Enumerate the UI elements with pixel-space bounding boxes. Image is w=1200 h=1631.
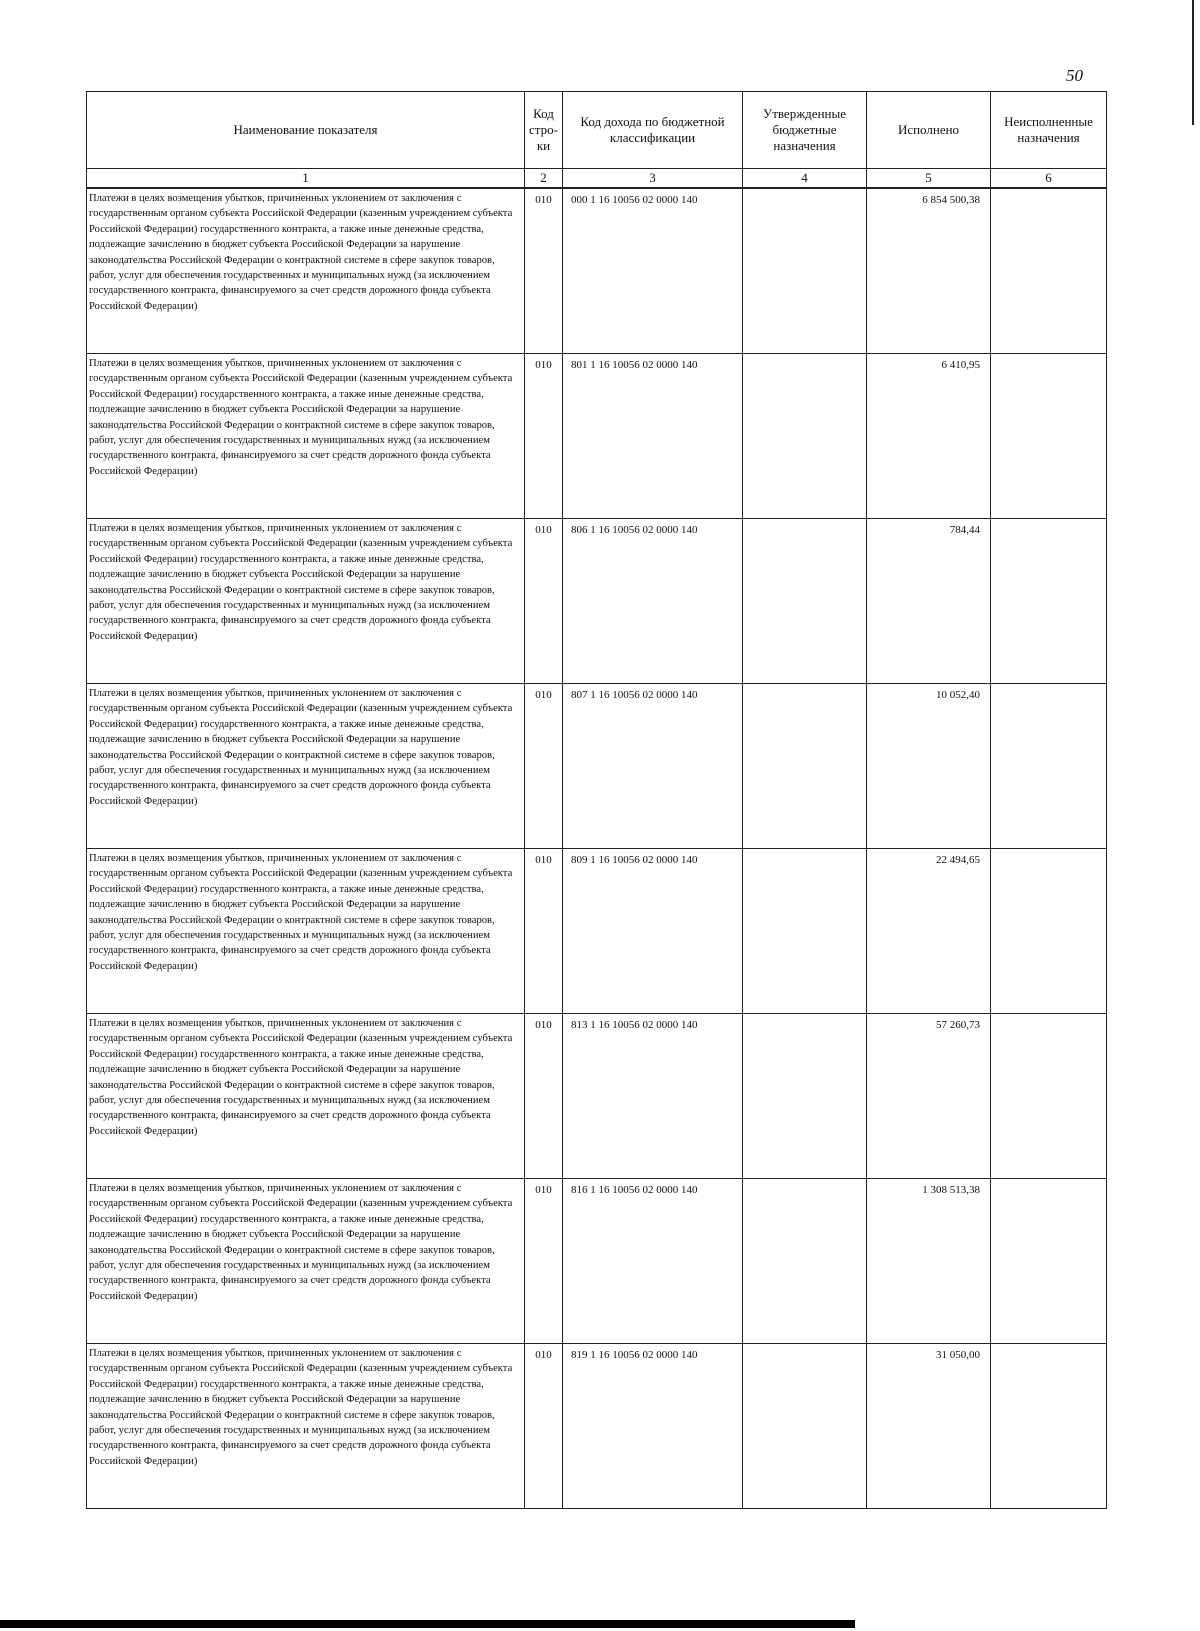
executed-cell: 31 050,00 xyxy=(867,1344,991,1509)
income-code-cell: 809 1 16 10056 02 0000 140 xyxy=(563,849,743,1014)
column-number-row xyxy=(87,169,1107,189)
approved-cell xyxy=(743,354,867,519)
column-number: 6 xyxy=(991,169,1107,189)
header-name: Наименование показателя xyxy=(87,92,525,169)
line-code-cell: 010 xyxy=(525,519,563,684)
approved-cell xyxy=(743,1344,867,1509)
scan-edge-line xyxy=(1192,0,1194,125)
executed-cell: 57 260,73 xyxy=(867,1014,991,1179)
income-code-cell: 806 1 16 10056 02 0000 140 xyxy=(563,519,743,684)
income-code-cell: 807 1 16 10056 02 0000 140 xyxy=(563,684,743,849)
page-number: 50 xyxy=(1066,66,1083,85)
executed-cell: 10 052,40 xyxy=(867,684,991,849)
unexecuted-cell xyxy=(991,1344,1107,1509)
approved-cell xyxy=(743,1014,867,1179)
income-code-cell: 816 1 16 10056 02 0000 140 xyxy=(563,1179,743,1344)
executed-cell: 784,44 xyxy=(867,519,991,684)
executed-cell: 22 494,65 xyxy=(867,849,991,1014)
column-number: 2 xyxy=(525,169,563,189)
header-income-code: Код дохода по бюджетной классификации xyxy=(563,92,743,169)
line-code-cell: 010 xyxy=(525,354,563,519)
approved-cell xyxy=(743,1179,867,1344)
income-code-cell: 000 1 16 10056 02 0000 140 xyxy=(563,188,743,354)
line-code-cell: 010 xyxy=(525,1014,563,1179)
unexecuted-cell xyxy=(991,354,1107,519)
line-code-cell: 010 xyxy=(525,849,563,1014)
executed-cell: 6 854 500,38 xyxy=(867,188,991,354)
table-row xyxy=(87,188,1107,354)
header-unexecuted: Неисполненные назначения xyxy=(991,92,1107,169)
header-line-code: Код стро-ки xyxy=(525,92,563,169)
table-row xyxy=(87,849,1107,1014)
header-executed: Исполнено xyxy=(867,92,991,169)
scan-footer-bar xyxy=(0,1620,855,1628)
column-number: 4 xyxy=(743,169,867,189)
indicator-name-cell: Платежи в целях возмещения убытков, причиненных уклонением от заключения с государственным органом субъекта Российской Федерации (казенным учреждением субъекта Российской Федерации) государственного контракта, а также иные денежные средства, подлежащие зачислению в бюджет субъекта Российской Федерации за нарушение законодательства Российской Федерации о контрактной системе в сфере закупок товаров, работ, услуг для обеспечения государственных и муниципальных нужд (за исключением государственного контракта, финансируемого за счет средств дорожного фонда субъекта Российской Федерации) xyxy=(87,354,525,519)
column-number: 1 xyxy=(87,169,525,189)
indicator-name-cell: Платежи в целях возмещения убытков, причиненных уклонением от заключения с государственным органом субъекта Российской Федерации (казенным учреждением субъекта Российской Федерации) государственного контракта, а также иные денежные средства, подлежащие зачислению в бюджет субъекта Российской Федерации за нарушение законодательства Российской Федерации о контрактной системе в сфере закупок товаров, работ, услуг для обеспечения государственных и муниципальных нужд (за исключением государственного контракта, финансируемого за счет средств дорожного фонда субъекта Российской Федерации) xyxy=(87,188,525,354)
indicator-name-cell: Платежи в целях возмещения убытков, причиненных уклонением от заключения с государственным органом субъекта Российской Федерации (казенным учреждением субъекта Российской Федерации) государственного контракта, а также иные денежные средства, подлежащие зачислению в бюджет субъекта Российской Федерации за нарушение законодательства Российской Федерации о контрактной системе в сфере закупок товаров, работ, услуг для обеспечения государственных и муниципальных нужд (за исключением государственного контракта, финансируемого за счет средств дорожного фонда субъекта Российской Федерации) xyxy=(87,519,525,684)
income-code-cell: 819 1 16 10056 02 0000 140 xyxy=(563,1344,743,1509)
unexecuted-cell xyxy=(991,684,1107,849)
table-row xyxy=(87,354,1107,519)
unexecuted-cell xyxy=(991,1014,1107,1179)
table-header-row xyxy=(87,92,1107,169)
income-report-table xyxy=(86,91,1107,1509)
line-code-cell: 010 xyxy=(525,1179,563,1344)
executed-cell: 1 308 513,38 xyxy=(867,1179,991,1344)
table-row xyxy=(87,1179,1107,1344)
column-number: 5 xyxy=(867,169,991,189)
header-approved: Утвержденные бюджетные назначения xyxy=(743,92,867,169)
approved-cell xyxy=(743,849,867,1014)
table-row xyxy=(87,684,1107,849)
approved-cell xyxy=(743,188,867,354)
table-row xyxy=(87,1014,1107,1179)
table-row xyxy=(87,519,1107,684)
indicator-name-cell: Платежи в целях возмещения убытков, причиненных уклонением от заключения с государственным органом субъекта Российской Федерации (казенным учреждением субъекта Российской Федерации) государственного контракта, а также иные денежные средства, подлежащие зачислению в бюджет субъекта Российской Федерации за нарушение законодательства Российской Федерации о контрактной системе в сфере закупок товаров, работ, услуг для обеспечения государственных и муниципальных нужд (за исключением государственного контракта, финансируемого за счет средств дорожного фонда субъекта Российской Федерации) xyxy=(87,849,525,1014)
unexecuted-cell xyxy=(991,519,1107,684)
line-code-cell: 010 xyxy=(525,188,563,354)
approved-cell xyxy=(743,519,867,684)
indicator-name-cell: Платежи в целях возмещения убытков, причиненных уклонением от заключения с государственным органом субъекта Российской Федерации (казенным учреждением субъекта Российской Федерации) государственного контракта, а также иные денежные средства, подлежащие зачислению в бюджет субъекта Российской Федерации за нарушение законодательства Российской Федерации о контрактной системе в сфере закупок товаров, работ, услуг для обеспечения государственных и муниципальных нужд (за исключением государственного контракта, финансируемого за счет средств дорожного фонда субъекта Российской Федерации) xyxy=(87,1179,525,1344)
income-code-cell: 801 1 16 10056 02 0000 140 xyxy=(563,354,743,519)
indicator-name-cell: Платежи в целях возмещения убытков, причиненных уклонением от заключения с государственным органом субъекта Российской Федерации (казенным учреждением субъекта Российской Федерации) государственного контракта, а также иные денежные средства, подлежащие зачислению в бюджет субъекта Российской Федерации за нарушение законодательства Российской Федерации о контрактной системе в сфере закупок товаров, работ, услуг для обеспечения государственных и муниципальных нужд (за исключением государственного контракта, финансируемого за счет средств дорожного фонда субъекта Российской Федерации) xyxy=(87,1344,525,1509)
unexecuted-cell xyxy=(991,188,1107,354)
column-number: 3 xyxy=(563,169,743,189)
line-code-cell: 010 xyxy=(525,684,563,849)
income-code-cell: 813 1 16 10056 02 0000 140 xyxy=(563,1014,743,1179)
table-row xyxy=(87,1344,1107,1509)
unexecuted-cell xyxy=(991,1179,1107,1344)
approved-cell xyxy=(743,684,867,849)
line-code-cell: 010 xyxy=(525,1344,563,1509)
indicator-name-cell: Платежи в целях возмещения убытков, причиненных уклонением от заключения с государственным органом субъекта Российской Федерации (казенным учреждением субъекта Российской Федерации) государственного контракта, а также иные денежные средства, подлежащие зачислению в бюджет субъекта Российской Федерации за нарушение законодательства Российской Федерации о контрактной системе в сфере закупок товаров, работ, услуг для обеспечения государственных и муниципальных нужд (за исключением государственного контракта, финансируемого за счет средств дорожного фонда субъекта Российской Федерации) xyxy=(87,1014,525,1179)
unexecuted-cell xyxy=(991,849,1107,1014)
executed-cell: 6 410,95 xyxy=(867,354,991,519)
indicator-name-cell: Платежи в целях возмещения убытков, причиненных уклонением от заключения с государственным органом субъекта Российской Федерации (казенным учреждением субъекта Российской Федерации) государственного контракта, а также иные денежные средства, подлежащие зачислению в бюджет субъекта Российской Федерации за нарушение законодательства Российской Федерации о контрактной системе в сфере закупок товаров, работ, услуг для обеспечения государственных и муниципальных нужд (за исключением государственного контракта, финансируемого за счет средств дорожного фонда субъекта Российской Федерации) xyxy=(87,684,525,849)
